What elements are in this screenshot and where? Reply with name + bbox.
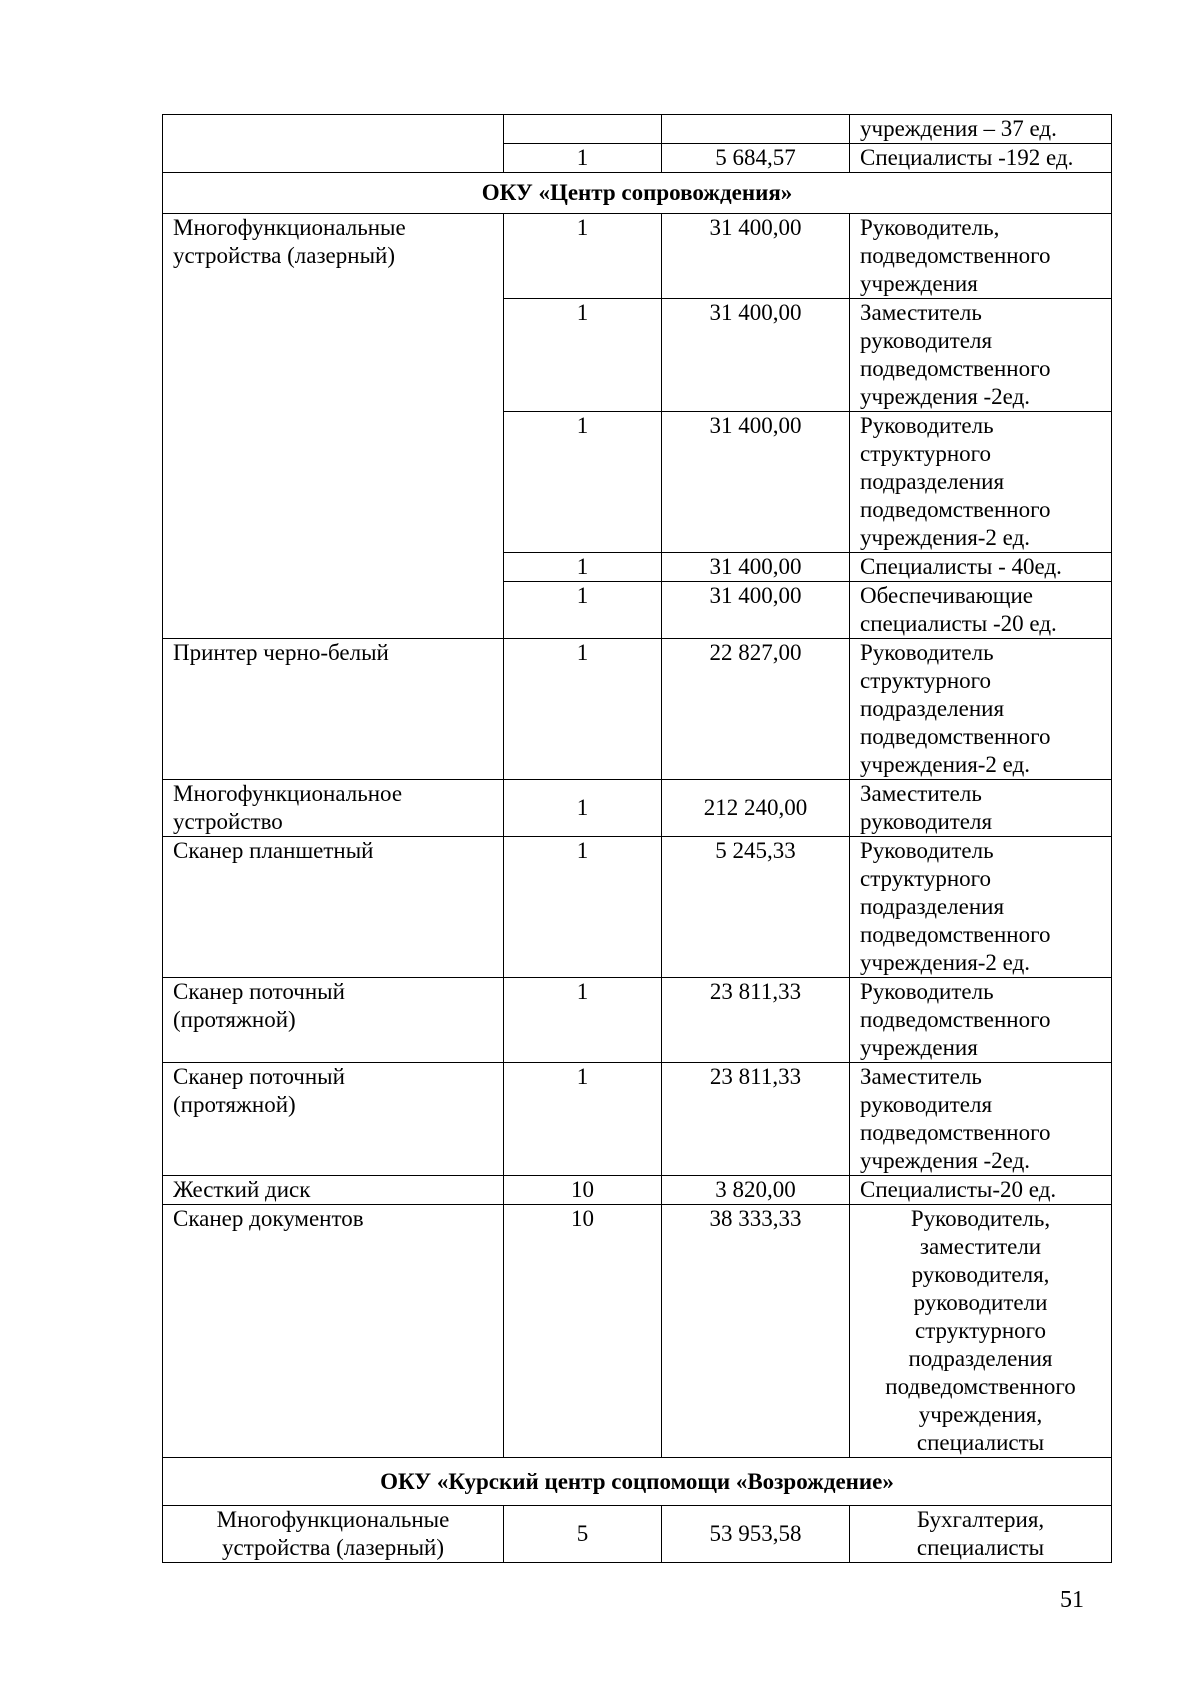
section-title: ОКУ «Курский центр соцпомощи «Возрождение» <box>163 1458 1112 1506</box>
position-cell: Руководитель подведомственного учреждения <box>850 978 1112 1063</box>
equipment-name-cell: Сканер поточный (протяжной) <box>163 1063 504 1176</box>
quantity-cell: 1 <box>504 299 662 412</box>
price-cell: 5 684,57 <box>662 144 850 173</box>
equipment-name-cell: Жесткий диск <box>163 1176 504 1205</box>
equipment-name-cell: Многофункциональное устройство <box>163 780 504 837</box>
position-cell: Заместитель руководителя подведомственного учреждения -2ед. <box>850 1063 1112 1176</box>
price-cell: 3 820,00 <box>662 1176 850 1205</box>
section-header-row <box>163 1458 1112 1506</box>
equipment-table <box>162 114 1112 1563</box>
quantity-cell: 5 <box>504 1506 662 1563</box>
page-number: 51 <box>1060 1587 1084 1613</box>
equipment-name-cell <box>163 115 504 173</box>
quantity-cell: 1 <box>504 978 662 1063</box>
position-cell: Руководитель, подведомственного учреждения <box>850 214 1112 299</box>
quantity-cell: 1 <box>504 553 662 582</box>
table-row <box>163 1176 1112 1205</box>
price-cell: 53 953,58 <box>662 1506 850 1563</box>
price-cell: 31 400,00 <box>662 582 850 639</box>
price-cell: 31 400,00 <box>662 553 850 582</box>
position-cell: Специалисты - 40ед. <box>850 553 1112 582</box>
quantity-cell: 1 <box>504 582 662 639</box>
quantity-cell: 10 <box>504 1205 662 1458</box>
position-cell: Заместитель руководителя подведомственного учреждения -2ед. <box>850 299 1112 412</box>
price-cell: 5 245,33 <box>662 837 850 978</box>
quantity-cell: 1 <box>504 144 662 173</box>
table-row <box>163 1063 1112 1176</box>
equipment-name-cell: Многофункциональные устройства (лазерный) <box>163 214 504 639</box>
equipment-name-cell: Принтер черно-белый <box>163 639 504 780</box>
section-header-row <box>163 173 1112 214</box>
price-cell: 23 811,33 <box>662 1063 850 1176</box>
table-row <box>163 214 1112 299</box>
price-cell <box>662 115 850 144</box>
position-cell: Заместитель руководителя <box>850 780 1112 837</box>
price-cell: 31 400,00 <box>662 412 850 553</box>
position-cell: Руководитель структурного подразделения подведомственного учреждения-2 ед. <box>850 837 1112 978</box>
price-cell: 22 827,00 <box>662 639 850 780</box>
table-row <box>163 1506 1112 1563</box>
table-row <box>163 978 1112 1063</box>
section-title: ОКУ «Центр сопровождения» <box>163 173 1112 214</box>
price-cell: 31 400,00 <box>662 214 850 299</box>
position-cell: учреждения – 37 ед. <box>850 115 1112 144</box>
quantity-cell: 1 <box>504 1063 662 1176</box>
table-row <box>163 780 1112 837</box>
equipment-name-cell: Сканер документов <box>163 1205 504 1458</box>
price-cell: 23 811,33 <box>662 978 850 1063</box>
table-row <box>163 1205 1112 1458</box>
equipment-name-cell: Многофункциональные устройства (лазерный) <box>163 1506 504 1563</box>
quantity-cell: 1 <box>504 412 662 553</box>
position-cell: Специалисты -192 ед. <box>850 144 1112 173</box>
quantity-cell: 1 <box>504 214 662 299</box>
quantity-cell: 10 <box>504 1176 662 1205</box>
equipment-name-cell: Сканер поточный (протяжной) <box>163 978 504 1063</box>
quantity-cell: 1 <box>504 639 662 780</box>
quantity-cell <box>504 115 662 144</box>
quantity-cell: 1 <box>504 780 662 837</box>
position-cell: Руководитель структурного подразделения подведомственного учреждения-2 ед. <box>850 412 1112 553</box>
table-row <box>163 115 1112 144</box>
table-row <box>163 837 1112 978</box>
position-cell: Руководитель, заместители руководителя, руководители структурного подразделения подведомственного учреждения, специалисты <box>850 1205 1112 1458</box>
equipment-name-cell: Сканер планшетный <box>163 837 504 978</box>
quantity-cell: 1 <box>504 837 662 978</box>
table-row <box>163 639 1112 780</box>
position-cell: Бухгалтерия, специалисты <box>850 1506 1112 1563</box>
position-cell: Специалисты-20 ед. <box>850 1176 1112 1205</box>
price-cell: 38 333,33 <box>662 1205 850 1458</box>
position-cell: Обеспечивающие специалисты -20 ед. <box>850 582 1112 639</box>
price-cell: 31 400,00 <box>662 299 850 412</box>
price-cell: 212 240,00 <box>662 780 850 837</box>
position-cell: Руководитель структурного подразделения подведомственного учреждения-2 ед. <box>850 639 1112 780</box>
